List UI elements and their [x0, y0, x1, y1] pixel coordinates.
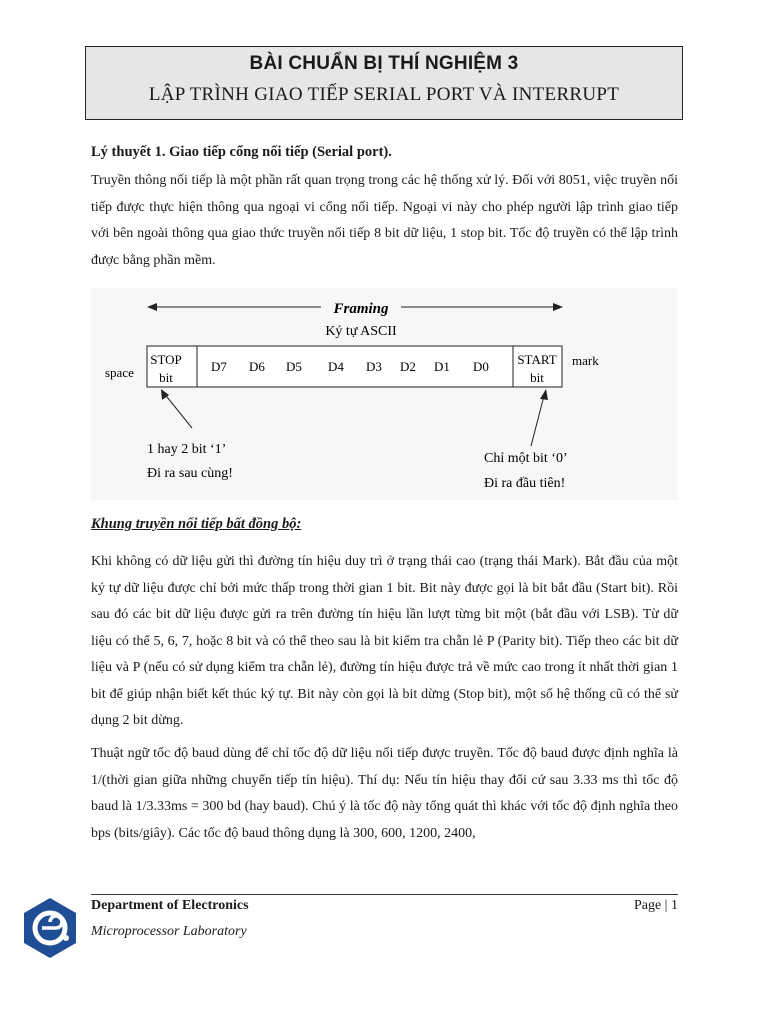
page-subtitle: LẬP TRÌNH GIAO TIẾP SERIAL PORT VÀ INTERRUPT [148, 84, 620, 105]
section-heading-theory: Lý thuyết 1. Giao tiếp cổng nối tiếp (Serial port). [91, 144, 392, 160]
footer-divider [91, 894, 678, 895]
logo-dot [63, 935, 69, 941]
department-logo [22, 896, 78, 960]
footer-page-number: Page | 1 [633, 898, 678, 913]
bit-d2: D2 [400, 359, 416, 374]
bit-d4: D4 [328, 359, 344, 374]
paragraph-baud-rate: Thuật ngữ tốc độ baud dùng để chỉ tốc độ dữ liệu nối tiếp được truyền. Tốc độ baud được định nghĩa là 1/(thời gian giữa những chuyển tiếp tín hiệu). Thí dụ: Nếu tín hiệu thay đổi cứ sau 3.33 ms thì tốc độ baud là 1/3.33ms = 300 bd (hay baud). Chú ý là tốc độ này tổng quát thì khác với tốc độ định nghĩa theo bps (bits/giây). Các tốc độ baud thông dụng là 300, 600, 1200, 2400, [91, 746, 678, 841]
framing-diagram [91, 288, 678, 500]
stop-note-1: 1 hay 2 bit ‘1’ [147, 442, 227, 457]
section-heading-async-frame: Khung truyền nối tiếp bất đồng bộ: [91, 516, 302, 532]
bit-d7: D7 [211, 359, 227, 374]
paragraph-intro: Truyền thông nối tiếp là một phần rất quan trọng trong các hệ thống xử lý. Đối với 8051, việc truyền nối tiếp được thực hiện thông qua ngoại vi cổng nối tiếp. Ngoại vi này cho phép người lập trình giao tiếp với bên ngoài thông qua giao thức truyền nối tiếp 8 bit dữ liệu, 1 stop bit. Tốc độ truyền có thể lập trình được bằng phần mềm. [91, 173, 678, 268]
framing-label: Framing [333, 301, 389, 317]
page-title: BÀI CHUẨN BỊ THÍ NGHIỆM 3 [249, 53, 519, 74]
bit-d6: D6 [249, 359, 265, 374]
footer-lab-name: Microprocessor Laboratory [91, 924, 247, 939]
title-box [85, 46, 683, 120]
bit-d3: D3 [366, 359, 382, 374]
frame-box [147, 346, 562, 387]
start-note-1: Chỉ một bit ‘0’ [484, 451, 568, 466]
stop-note-2: Đi ra sau cùng! [147, 466, 233, 481]
space-label: space [105, 365, 134, 380]
stop-bit-label-1: STOP [150, 352, 182, 367]
paragraph-async-frame: Khi không có dữ liệu gửi thì đường tín hiệu duy trì ở trạng thái cao (trạng thái Mark). Bắt đầu của một ký tự dữ liệu được chỉ bởi mức thấp trong thời gian 1 bit. Bit này được gọi là bit bắt đầu (Start bit). Rồi sau đó các bit dữ liệu được gửi ra trên đường tín hiệu lần lượt từng bit một (bắt đầu với LSB). Từ dữ liệu có thể 5, 6, 7, hoặc 8 bit và có thể theo sau là bit kiểm tra chẵn lẻ P (Parity bit). Tiếp theo các bit dữ liệu và P (nếu có sử dụng kiểm tra chẵn lẻ), đường tín hiệu được trả về mức cao trong ít nhất thời gian 1 bit để giúp nhận biết kết thúc ký tự. Bit này còn gọi là bit dừng (Stop bit), một số hệ thống cũ có thể sử dụng 2 bit dừng. [91, 554, 678, 728]
stop-bit-label-2: bit [159, 370, 173, 385]
footer-department: Department of Electronics [91, 898, 249, 913]
start-bit-label-1: START [517, 352, 557, 367]
mark-label: mark [572, 353, 599, 368]
start-bit-label-2: bit [530, 370, 544, 385]
bit-d0: D0 [473, 359, 489, 374]
bit-d1: D1 [434, 359, 450, 374]
framing-diagram-svg [91, 288, 678, 500]
start-note-2: Đi ra đầu tiên! [484, 476, 566, 491]
ascii-label: Ký tự ASCII [325, 324, 397, 339]
logo-icon [22, 896, 78, 960]
bit-d5: D5 [286, 359, 302, 374]
